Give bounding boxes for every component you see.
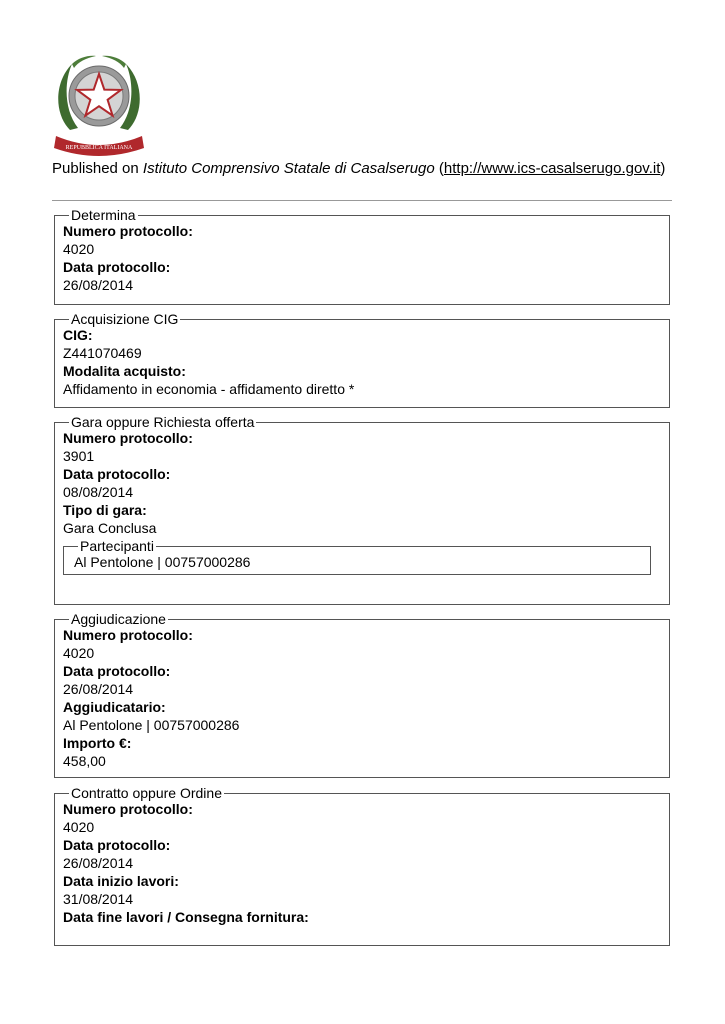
aggiudicatario-value: Al Pentolone | 00757000286 [63,717,240,733]
determina-data-protocollo-value: 26/08/2014 [63,277,134,293]
partecipanti-box [63,539,651,575]
section-aggiudicazione [54,612,670,778]
gara-data-protocollo-value: 08/08/2014 [63,484,134,500]
open-paren: ( [434,160,444,177]
modalita-acquisto-label: Modalita acquisto: [63,363,186,379]
contratto-data-protocollo-value: 26/08/2014 [63,855,134,871]
site-url-link[interactable]: http://www.ics-casalserugo.gov.it [443,160,661,177]
data-fine-lavori-label: Data fine lavori / Consegna fornitura: [63,909,309,925]
section-cig-title: Acquisizione CIG [71,311,179,327]
aggiudicazione-numero-protocollo-label: Numero protocollo: [63,627,193,643]
cig-label: CIG: [63,327,93,343]
section-aggiudicazione-title: Aggiudicazione [71,611,166,627]
modalita-acquisto-value: Affidamento in economia - affidamento diretto * [63,381,355,397]
determina-data-protocollo-label: Data protocollo: [63,259,171,275]
section-contratto [54,786,670,946]
section-determina-title: Determina [71,207,136,223]
italian-republic-emblem [50,50,148,156]
published-line [52,160,665,177]
section-gara-title: Gara oppure Richiesta offerta [71,414,255,430]
tipo-gara-value: Gara Conclusa [63,520,157,536]
gara-numero-protocollo-label: Numero protocollo: [63,430,193,446]
data-inizio-lavori-label: Data inizio lavori: [63,873,179,889]
close-paren: ) [660,160,666,177]
aggiudicazione-numero-protocollo-value: 4020 [63,645,95,661]
data-inizio-lavori-value: 31/08/2014 [63,891,134,907]
header-divider [52,200,672,201]
published-prefix: Published on [52,160,143,177]
determina-numero-protocollo-value: 4020 [63,241,95,257]
importo-value: 458,00 [63,753,106,769]
cig-value: Z441070469 [63,345,142,361]
emblem-ribbon-text: REPUBBLICA ITALIANA [65,145,133,151]
partecipanti-value: Al Pentolone | 00757000286 [74,554,251,570]
contratto-numero-protocollo-label: Numero protocollo: [63,801,193,817]
section-gara [54,415,670,605]
tipo-gara-label: Tipo di gara: [63,502,147,518]
aggiudicatario-label: Aggiudicatario: [63,699,166,715]
site-name: Istituto Comprensivo Statale di Casalserugo [142,160,435,177]
determina-numero-protocollo-label: Numero protocollo: [63,223,193,239]
partecipanti-title: Partecipanti [80,538,154,554]
contratto-data-protocollo-label: Data protocollo: [63,837,171,853]
section-contratto-title: Contratto oppure Ordine [71,785,222,801]
section-determina [54,208,670,305]
section-acquisizione-cig [54,312,670,408]
aggiudicazione-data-protocollo-label: Data protocollo: [63,663,171,679]
contratto-numero-protocollo-value: 4020 [63,819,95,835]
aggiudicazione-data-protocollo-value: 26/08/2014 [63,681,134,697]
gara-numero-protocollo-value: 3901 [63,448,95,464]
gara-data-protocollo-label: Data protocollo: [63,466,171,482]
importo-label: Importo €: [63,735,132,751]
